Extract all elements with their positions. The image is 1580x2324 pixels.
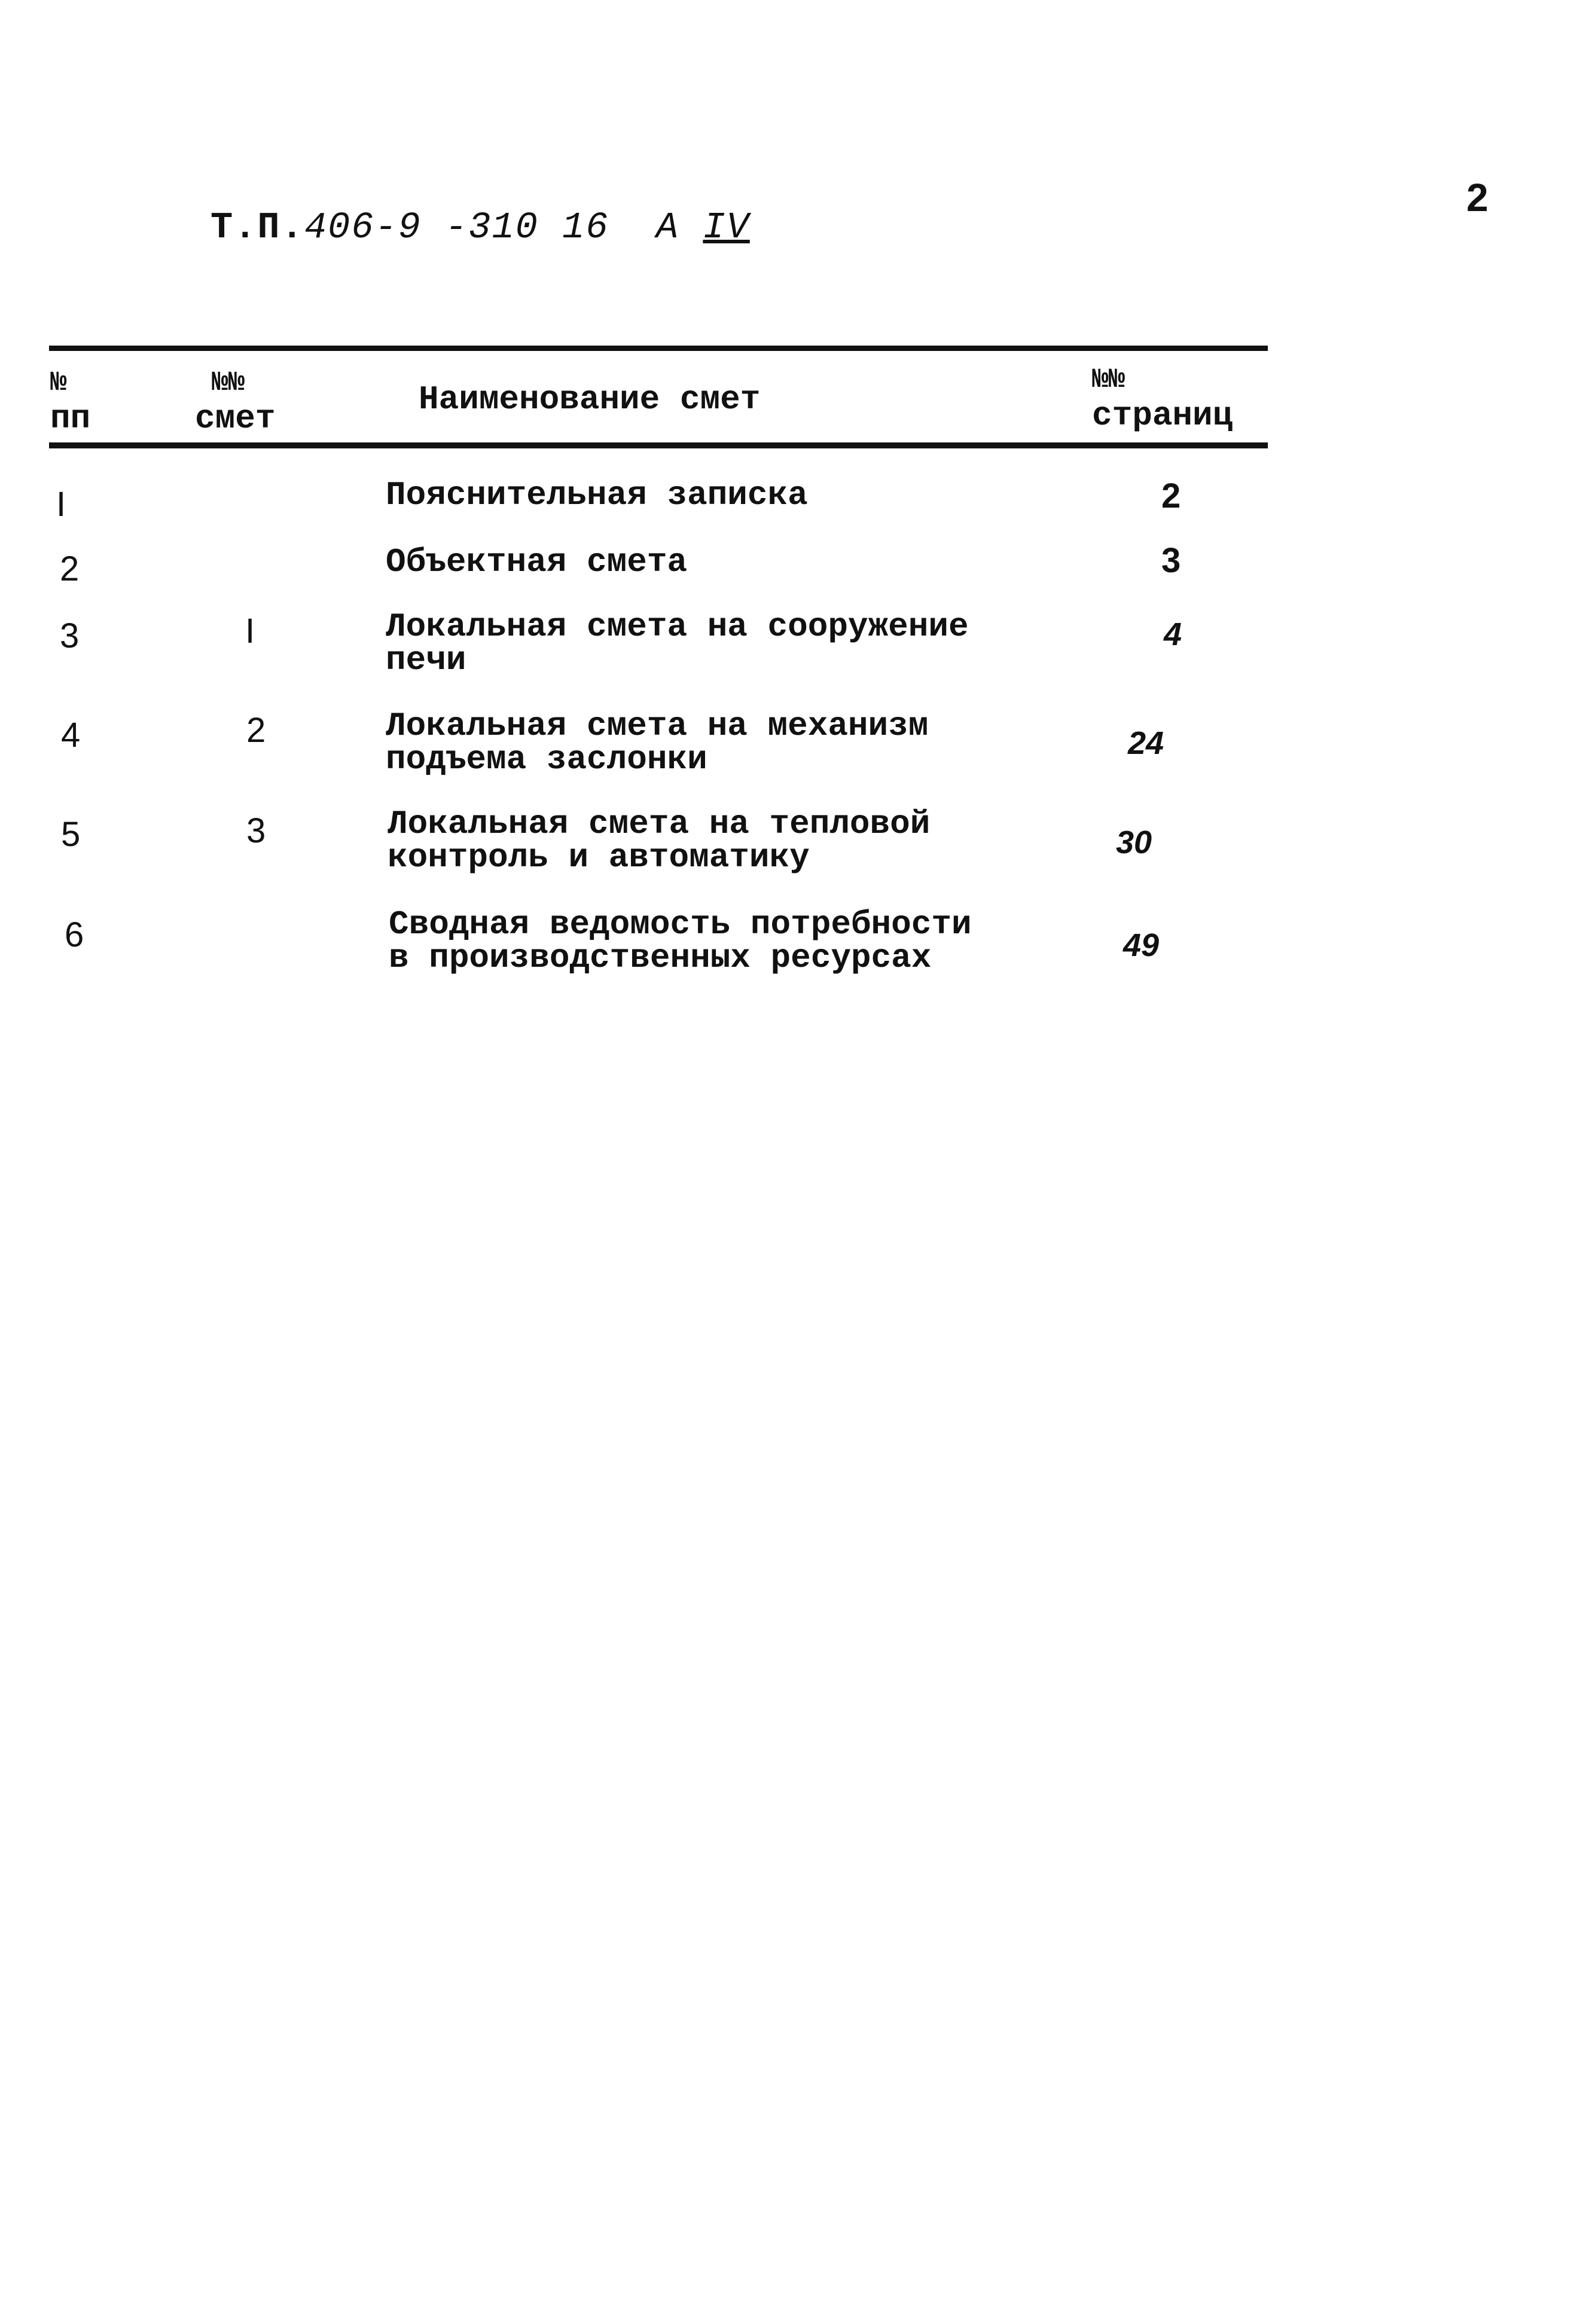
- row-3-name: Локальная смета на сооружение печи: [386, 607, 969, 679]
- table-header-rule: [49, 442, 1268, 448]
- row-1-page: 2: [1161, 477, 1181, 515]
- row-6-name: Сводная ведомость потребности в производственных ресурсах: [389, 905, 972, 977]
- column-header-estimate: №№ смет: [195, 367, 276, 438]
- table-top-rule: [49, 346, 1268, 351]
- column-header-index: № пп: [50, 367, 91, 438]
- document-code: [211, 206, 750, 249]
- row-5-number: 5: [61, 815, 81, 854]
- column-header-name: Наименование смет: [419, 380, 761, 419]
- row-3-number: 3: [60, 616, 80, 655]
- row-4-estimate: 2: [246, 711, 266, 750]
- row-4-number: 4: [61, 716, 81, 755]
- document-code-roman: IV: [703, 206, 750, 249]
- row-2-page: 3: [1161, 541, 1181, 580]
- page-number: 2: [1466, 175, 1489, 219]
- row-5-page: 30: [1116, 824, 1152, 860]
- row-3-page: 4: [1164, 616, 1182, 652]
- column-header-pages: №№ страниц: [1092, 364, 1233, 435]
- row-5-estimate: 3: [246, 811, 266, 850]
- row-6-number: 6: [65, 915, 84, 954]
- document-code-handwritten: 406-9 -310 16: [304, 206, 609, 249]
- document-code-letter: А: [655, 206, 680, 249]
- row-6-page: 49: [1123, 927, 1160, 963]
- row-1-number: I: [56, 485, 66, 524]
- row-2-name: Объектная смета: [386, 543, 688, 581]
- row-4-page: 24: [1128, 725, 1164, 761]
- document-code-printed: Т.П.: [211, 206, 304, 249]
- row-4-name: Локальная смета на механизм подъема заслонки: [386, 707, 929, 778]
- row-3-estimate: I: [245, 612, 255, 651]
- row-5-name: Локальная смета на тепловой контроль и автоматику: [388, 805, 931, 877]
- row-2-number: 2: [60, 549, 80, 588]
- row-1-name: Пояснительная записка: [386, 476, 808, 514]
